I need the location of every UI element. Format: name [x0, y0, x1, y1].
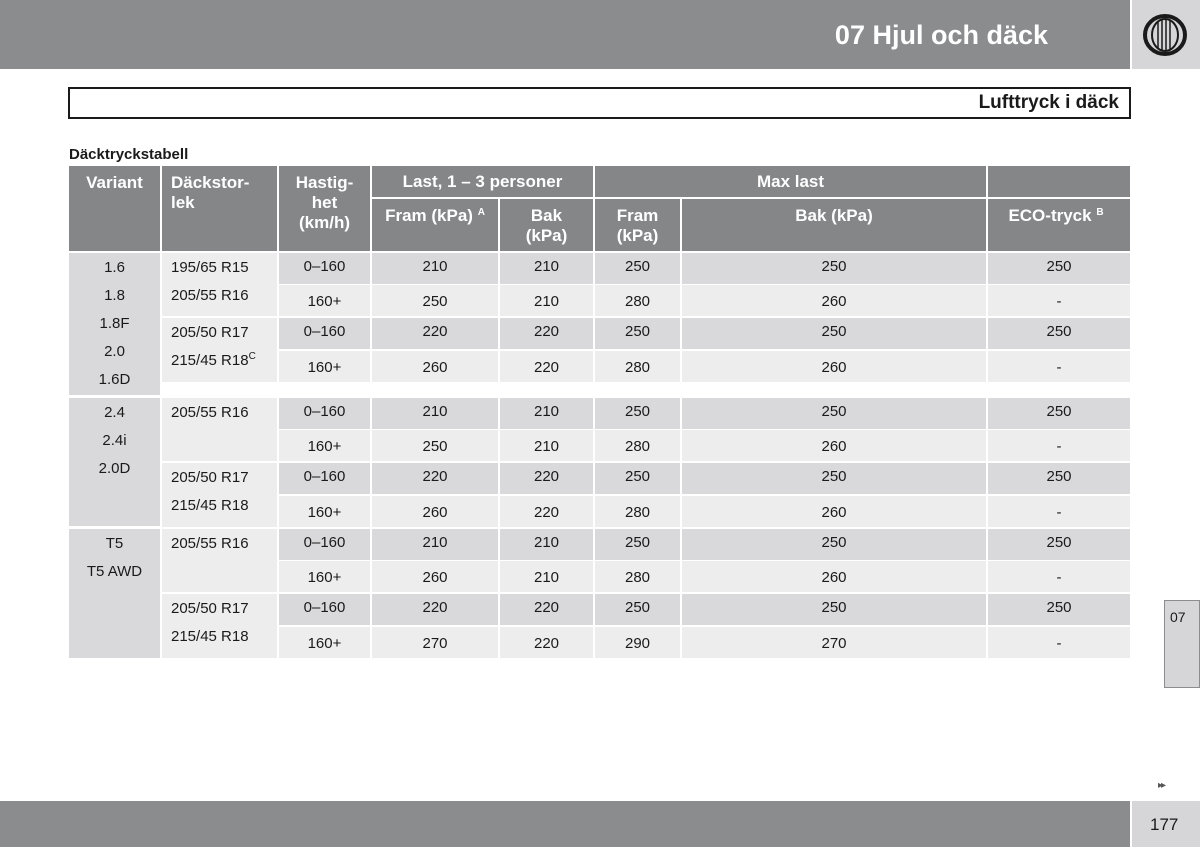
variant-name: 1.8 — [104, 287, 125, 304]
cell-eco: 250 — [988, 398, 1130, 429]
cell-front: 250 — [372, 285, 498, 316]
header-blank — [988, 166, 1130, 197]
cell-front: 260 — [372, 496, 498, 527]
tire-size-text: 215/45 R18 — [171, 497, 249, 514]
cell-front: 220 — [372, 318, 498, 349]
cell-rear: 220 — [500, 351, 593, 382]
variant-name: 1.8F — [99, 315, 130, 332]
cell-front-max: 280 — [595, 561, 680, 592]
cell-front: 250 — [372, 430, 498, 461]
tire-size-text: 205/50 R17 — [171, 469, 249, 486]
header-eco-label: ECO-tryck — [1008, 206, 1092, 225]
cell-front-max: 280 — [595, 496, 680, 527]
chapter-icon-box — [1132, 0, 1200, 69]
variant-cell — [69, 398, 160, 526]
cell-front: 260 — [372, 351, 498, 382]
cell-speed: 0–160 — [279, 594, 370, 625]
tire-size — [171, 627, 249, 647]
chapter-side-tab[interactable] — [1164, 600, 1200, 688]
header-front-light-label: Fram (kPa) — [385, 206, 473, 225]
cell-front-max: 250 — [595, 398, 680, 429]
tire-size-text: 205/55 R16 — [171, 535, 249, 552]
cell-eco: 250 — [988, 463, 1130, 494]
cell-eco: - — [988, 285, 1130, 316]
section-header-box — [68, 87, 1131, 119]
tire-size-cell — [162, 529, 277, 592]
cell-rear-max: 250 — [682, 463, 986, 494]
cell-rear: 210 — [500, 398, 593, 429]
cell-rear: 210 — [500, 253, 593, 284]
page-number: 177 — [1150, 815, 1179, 834]
tire-size — [171, 599, 249, 619]
cell-front: 210 — [372, 253, 498, 284]
header-rear-max — [682, 199, 986, 251]
header-load-group-label: Last, 1 – 3 personer — [402, 172, 563, 191]
cell-eco: 250 — [988, 594, 1130, 625]
tire-pressure-table — [69, 166, 1130, 659]
cell-front-max: 250 — [595, 318, 680, 349]
tire-size — [171, 468, 249, 488]
tire-size — [171, 403, 249, 423]
cell-front: 210 — [372, 529, 498, 560]
header-tire-size — [162, 166, 277, 251]
tire-size — [171, 258, 249, 278]
tire-size-text: 205/55 R16 — [171, 287, 249, 304]
tire-size — [171, 496, 249, 516]
cell-rear: 220 — [500, 627, 593, 658]
tire-icon — [1142, 14, 1188, 56]
cell-front-max: 250 — [595, 529, 680, 560]
tire-size-text: 205/50 R17 — [171, 600, 249, 617]
header-speed-label: Hastig- het (km/h) — [295, 173, 354, 232]
cell-front-max: 250 — [595, 594, 680, 625]
cell-rear-max: 250 — [682, 594, 986, 625]
page-number-box — [1132, 801, 1200, 847]
tire-size-text: 215/45 R18 — [171, 352, 249, 369]
cell-speed: 160+ — [279, 496, 370, 527]
cell-front: 270 — [372, 627, 498, 658]
table-caption: Däcktryckstabell — [69, 146, 189, 163]
cell-rear-max: 270 — [682, 627, 986, 658]
tire-size-text: 215/45 R18 — [171, 628, 249, 645]
cell-speed: 160+ — [279, 430, 370, 461]
header-front-max — [595, 199, 680, 251]
cell-rear-max: 250 — [682, 253, 986, 284]
top-bar — [0, 0, 1130, 69]
tire-size — [171, 286, 249, 306]
tire-size-cell — [162, 318, 277, 382]
variant-name: 2.4 — [104, 404, 125, 421]
variant-cell — [69, 253, 160, 395]
cell-rear: 220 — [500, 496, 593, 527]
tire-size-cell — [162, 594, 277, 658]
header-variant-label: Variant — [86, 173, 143, 192]
cell-rear: 210 — [500, 285, 593, 316]
variant-name: 2.0D — [98, 460, 131, 477]
header-rear-light — [500, 199, 593, 251]
tire-size-text: 205/55 R16 — [171, 404, 249, 421]
tire-size — [171, 351, 256, 371]
variant-name: T5 — [105, 535, 124, 552]
section-title: Lufttryck i däck — [978, 92, 1119, 113]
variant-name: 1.6 — [104, 259, 125, 276]
cell-front-max: 280 — [595, 430, 680, 461]
cell-rear: 210 — [500, 430, 593, 461]
cell-front: 210 — [372, 398, 498, 429]
cell-eco: 250 — [988, 318, 1130, 349]
continue-arrow-icon: ▸▸ — [1158, 780, 1165, 791]
header-tire-size-label: Däckstor- lek — [171, 173, 250, 212]
tire-size-cell — [162, 398, 277, 461]
cell-speed: 0–160 — [279, 253, 370, 284]
cell-rear-max: 250 — [682, 318, 986, 349]
cell-speed: 0–160 — [279, 398, 370, 429]
cell-speed: 0–160 — [279, 529, 370, 560]
tire-size — [171, 323, 249, 343]
variant-name: 2.4i — [102, 432, 127, 449]
variant-name: T5 AWD — [86, 563, 143, 580]
header-front-max-label: Fram (kPa) — [616, 206, 659, 245]
variant-name: 2.0 — [104, 343, 125, 360]
header-front-light — [372, 199, 498, 251]
header-max-group-label: Max last — [756, 172, 825, 191]
header-eco-footnote: B — [1096, 207, 1104, 218]
cell-front: 220 — [372, 594, 498, 625]
cell-rear: 220 — [500, 318, 593, 349]
cell-eco: 250 — [988, 529, 1130, 560]
cell-front-max: 280 — [595, 351, 680, 382]
cell-front: 220 — [372, 463, 498, 494]
cell-rear-max: 250 — [682, 529, 986, 560]
cell-rear-max: 260 — [682, 285, 986, 316]
tire-size — [171, 534, 249, 554]
cell-front-max: 280 — [595, 285, 680, 316]
cell-rear: 210 — [500, 529, 593, 560]
cell-rear-max: 250 — [682, 398, 986, 429]
cell-speed: 0–160 — [279, 463, 370, 494]
header-eco — [988, 199, 1130, 251]
cell-eco: - — [988, 351, 1130, 382]
bottom-bar — [0, 801, 1130, 847]
cell-rear: 220 — [500, 463, 593, 494]
chapter-title: 07 Hjul och däck — [834, 20, 1048, 50]
cell-front-max: 250 — [595, 253, 680, 284]
cell-rear: 210 — [500, 561, 593, 592]
cell-front: 260 — [372, 561, 498, 592]
cell-rear-max: 260 — [682, 430, 986, 461]
cell-rear-max: 260 — [682, 561, 986, 592]
header-speed — [279, 166, 370, 251]
cell-front-max: 250 — [595, 463, 680, 494]
header-front-light-footnote: A — [477, 207, 485, 218]
cell-rear: 220 — [500, 594, 593, 625]
tire-size-text: 195/65 R15 — [171, 259, 249, 276]
cell-speed: 160+ — [279, 561, 370, 592]
cell-rear-max: 260 — [682, 351, 986, 382]
cell-front-max: 290 — [595, 627, 680, 658]
header-max-group — [595, 166, 986, 197]
header-variant — [69, 166, 160, 251]
header-rear-max-label: Bak (kPa) — [795, 206, 873, 225]
variant-cell — [69, 529, 160, 658]
variant-name: 1.6D — [98, 371, 131, 388]
tire-size-footnote: C — [248, 351, 256, 362]
cell-eco: - — [988, 496, 1130, 527]
cell-speed: 0–160 — [279, 318, 370, 349]
cell-eco: - — [988, 627, 1130, 658]
header-load-group — [372, 166, 593, 197]
cell-eco: 250 — [988, 253, 1130, 284]
tire-size-text: 205/50 R17 — [171, 324, 249, 341]
tire-size-cell — [162, 463, 277, 527]
side-tab-label: 07 — [1170, 609, 1186, 625]
cell-speed: 160+ — [279, 627, 370, 658]
cell-eco: - — [988, 430, 1130, 461]
cell-speed: 160+ — [279, 351, 370, 382]
cell-speed: 160+ — [279, 285, 370, 316]
cell-eco: - — [988, 561, 1130, 592]
header-rear-light-label: Bak (kPa) — [525, 206, 568, 245]
cell-rear-max: 260 — [682, 496, 986, 527]
tire-size-cell — [162, 253, 277, 316]
